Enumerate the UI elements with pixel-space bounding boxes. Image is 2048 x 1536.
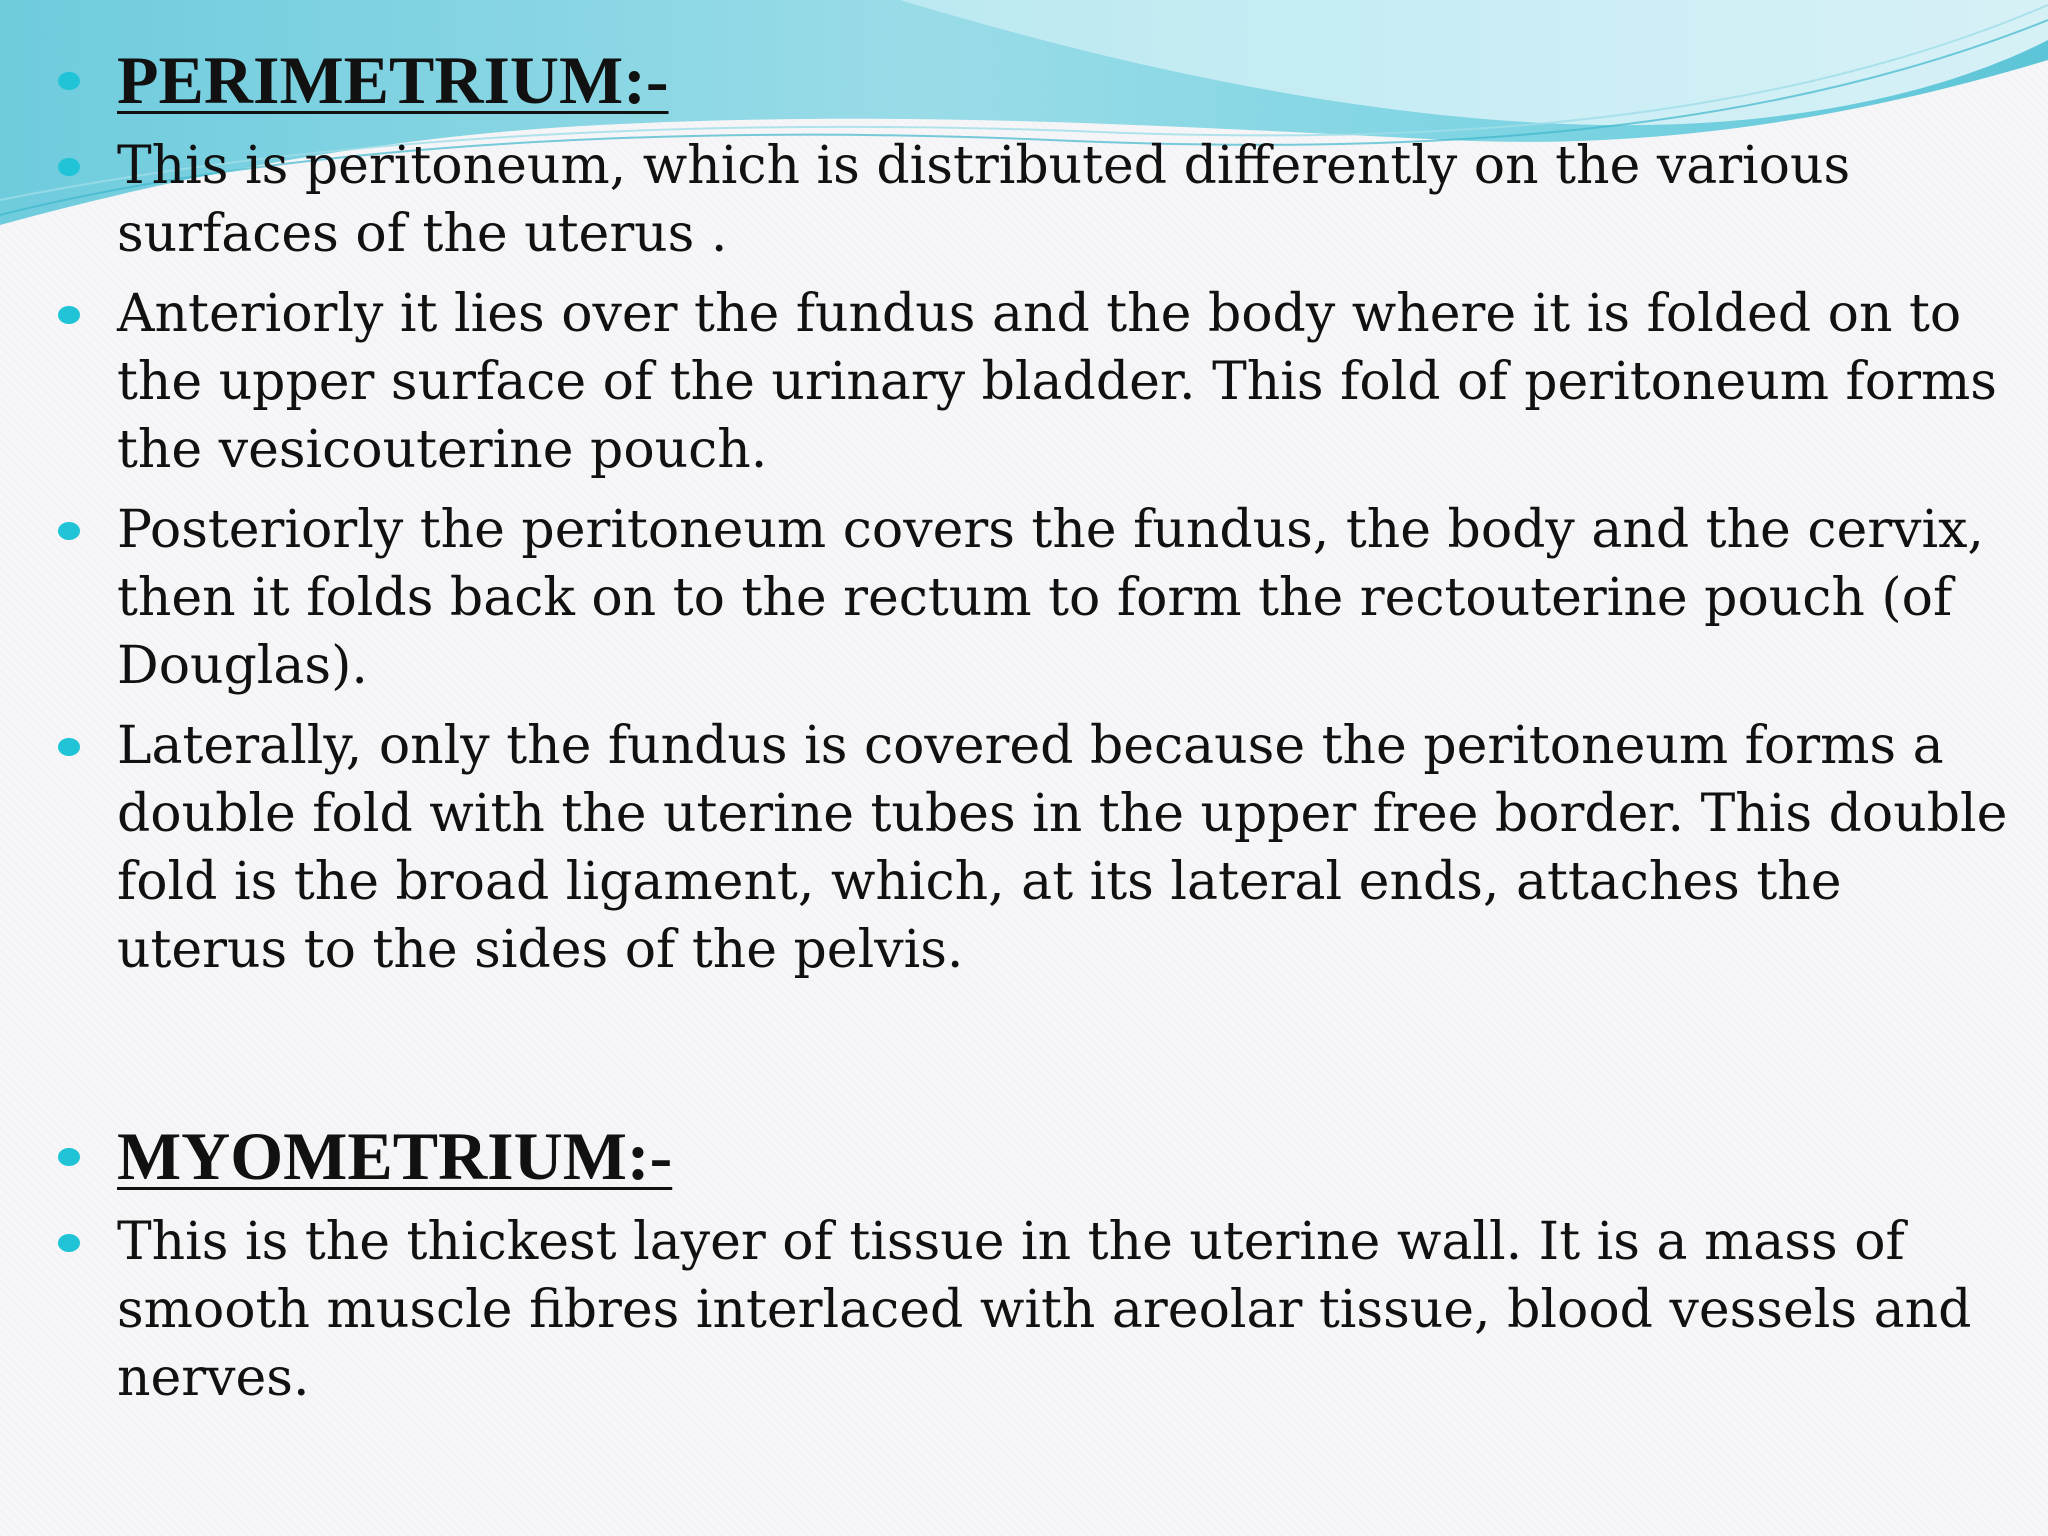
bullet-text: Laterally, only the fundus is covered because the peritoneum forms a double fold with the uterine tubes in the upper free border. This double fold is the broad ligament, which, at its lateral ends, attaches the uterus to the sides of the pelvis.	[117, 716, 2008, 980]
bullet-icon	[58, 738, 80, 756]
myometrium-heading-item	[0, 1116, 2048, 1196]
bullet-icon	[58, 158, 80, 176]
perimetrium-heading-item	[0, 40, 2048, 120]
bullet-icon	[58, 1234, 80, 1252]
bullet-item	[0, 132, 2048, 268]
bullet-text: This is peritoneum, which is distributed differently on the various surfaces of the uterus .	[117, 136, 1851, 264]
bullet-icon	[58, 306, 80, 324]
bullet-icon	[58, 522, 80, 540]
slide-content	[0, 40, 2048, 1424]
bullet-text: Anteriorly it lies over the fundus and the body where it is folded on to the upper surface of the urinary bladder. This fold of peritoneum forms the vesicouterine pouch.	[117, 284, 1997, 480]
bullet-icon	[58, 1148, 80, 1166]
bullet-icon	[58, 72, 80, 90]
perimetrium-heading: PERIMETRIUM:-	[117, 42, 669, 118]
bullet-item	[0, 496, 2048, 700]
myometrium-heading: MYOMETRIUM:-	[117, 1118, 673, 1194]
bullet-item	[0, 1208, 2048, 1412]
bullet-text: Posteriorly the peritoneum covers the fundus, the body and the cervix, then it folds back on to the rectum to form the rectouterine pouch (of Douglas).	[117, 500, 1984, 696]
bullet-item	[0, 280, 2048, 484]
bullet-item	[0, 712, 2048, 984]
bullet-text: This is the thickest layer of tissue in the uterine wall. It is a mass of smooth muscle fibres interlaced with areolar tissue, blood vessels and nerves.	[117, 1212, 1972, 1408]
section-spacer	[0, 996, 2048, 1116]
